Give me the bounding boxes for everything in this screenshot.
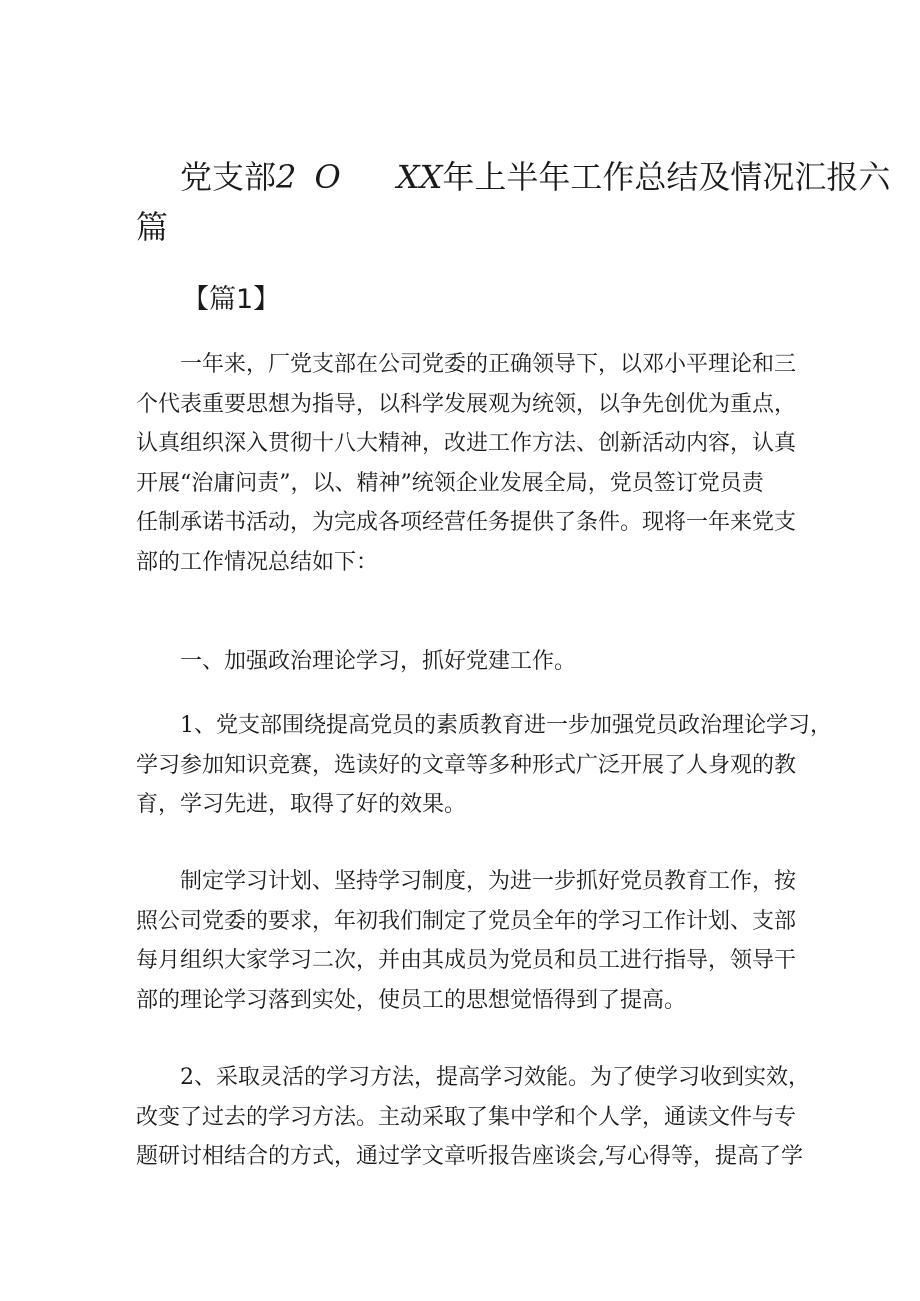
document-title (136, 152, 891, 252)
text-line: 每月组织大家学习二次，并由其成员为党员和员工进行指导，领导干 (136, 948, 797, 974)
paragraph-item-2 (136, 1058, 810, 1177)
text-line: 个代表重要思想为指导，以科学发展观为统领，以争先创优为重点， (136, 391, 797, 417)
text-line: 一、加强政治理论学习，抓好党建工作。 (180, 649, 577, 674)
text-line: 部的工作情况总结如下： (136, 549, 379, 575)
text-line: 开展“治庸问责”，以、精神”统领企业发展全局，党员签订党员责 (136, 470, 764, 496)
paragraph-item-1 (136, 706, 832, 825)
title-line-2: 篇 (136, 208, 169, 246)
section-tag: 【篇1】 (182, 284, 281, 315)
text-line: 2、采取灵活的学习方法，提高学习效能。为了使学习收到实效， (180, 1065, 810, 1090)
text-line: 照公司党委的要求，年初我们制定了党员全年的学习工作计划、支部 (136, 908, 797, 934)
title-prefix: 党支部 (180, 158, 277, 196)
title-line-1 (136, 152, 891, 202)
paragraph-intro (136, 345, 796, 583)
title-year-digits: 2 O (276, 158, 345, 196)
text-line: 认真组织深入贯彻十八大精神，改进工作方法、创新活动内容，认真 (136, 431, 797, 457)
text-line: 1、党支部围绕提高党员的素质教育进一步加强党员政治理论学习， (180, 713, 832, 738)
text-line: 部的理论学习落到实处，使员工的思想觉悟得到了提高。 (136, 987, 687, 1013)
text-line: 育，学习先进，取得了好的效果。 (136, 792, 467, 818)
text-line: 任制承诺书活动，为完成各项经营任务提供了条件。现将一年来党支 (136, 510, 797, 536)
text-line: 题研讨相结合的方式，通过学文章听报告座谈会,写心得等，提高了学 (136, 1144, 803, 1170)
title-year-placeholder: XX (396, 158, 443, 196)
text-line: 改变了过去的学习方法。主动采取了集中学和个人学，通读文件与专 (136, 1104, 797, 1130)
paragraph-study-plan (136, 862, 796, 1020)
text-line: 一年来，厂党支部在公司党委的正确领导下，以邓小平理论和三 (180, 352, 797, 377)
text-line: 制定学习计划、坚持学习制度，为进一步抓好党员教育工作，按 (180, 869, 797, 894)
title-suffix: 年上半年工作总结及情况汇报六 (442, 158, 891, 196)
heading-section-1 (136, 642, 796, 682)
text-line: 学习参加知识竞赛，选读好的文章等多种形式广泛开展了人身观的教 (136, 752, 797, 778)
